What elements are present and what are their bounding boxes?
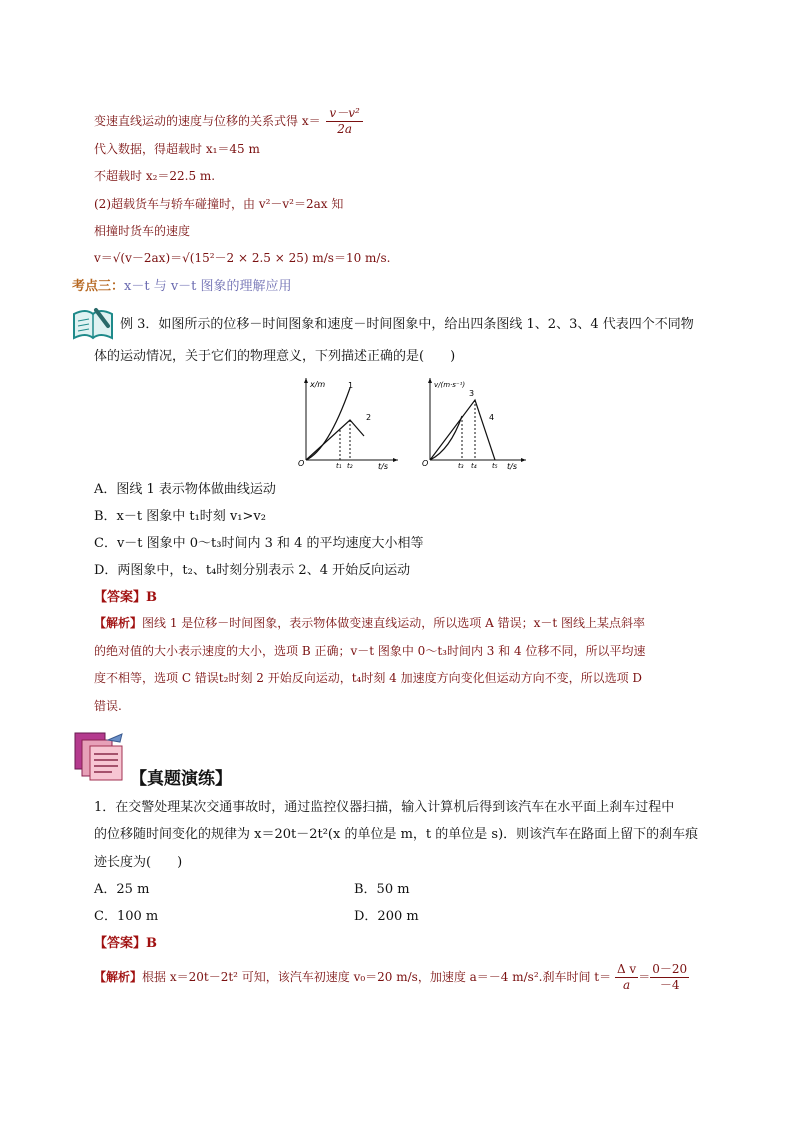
fraction bbox=[326, 106, 362, 137]
practice-header: 【真题演练】 bbox=[130, 769, 232, 789]
vt-t4-label: t₄ bbox=[471, 462, 477, 470]
section-heading bbox=[72, 275, 292, 294]
vt-line-3-label: 3 bbox=[469, 389, 475, 398]
section-prefix: 考点三： bbox=[72, 279, 125, 294]
example-analysis-line-2: 的绝对值的大小表示速度的大小，选项 B 正确；v－t 图象中 0～t₃时间内 3 和 4 位移不同，所以平均速 bbox=[94, 644, 646, 658]
derivation-line-3: 不超载时 x₂＝22.5 m. bbox=[94, 169, 216, 183]
practice-analysis-text: 根据 x＝20t－2t² 可知，该汽车初速度 v₀＝20 m/s，加速度 a＝－4 m/s².刹车时间 t＝ bbox=[142, 970, 612, 984]
fraction-dv-a bbox=[615, 962, 638, 993]
section-title: x－t 与 v－t 图象的理解应用 bbox=[124, 279, 292, 294]
example-analysis-line-1 bbox=[94, 614, 645, 631]
equals-sign: ＝ bbox=[638, 970, 651, 984]
practice-q1-line-1: 1．在交警处理某次交通事故时，通过监控仪器扫描，输入计算机后得到该汽车在水平面上刹车过程中 bbox=[94, 800, 675, 815]
fraction-values bbox=[650, 962, 689, 993]
practice-option-c: C．100 m bbox=[94, 909, 159, 924]
xt-line-2-label: 2 bbox=[366, 413, 372, 422]
vt-t3-label: t₃ bbox=[458, 462, 464, 470]
practice-answer: 【答案】B bbox=[94, 936, 157, 951]
option-c: C．v－t 图象中 0～t₃时间内 3 和 4 的平均速度大小相等 bbox=[94, 536, 424, 551]
xt-y-arrow bbox=[304, 378, 308, 383]
example-analysis-line-4: 错误. bbox=[94, 699, 122, 713]
option-b: B．x－t 图象中 t₁时刻 v₁>v₂ bbox=[94, 509, 266, 524]
vt-y-label: v/(m·s⁻¹) bbox=[434, 381, 466, 389]
derivation-line-4: (2)超载货车与轿车碰撞时，由 v²－v²＝2ax 知 bbox=[94, 197, 344, 211]
xt-line-1-label: 1 bbox=[348, 381, 354, 390]
derivation-line-2: 代入数据，得超载时 x₁＝45 m bbox=[94, 142, 260, 156]
practice-analysis bbox=[94, 962, 689, 993]
example-question-line-1: 例 3．如图所示的位移－时间图象和速度－时间图象中，给出四条图线 1、2、3、4 代表四个不同物 bbox=[120, 317, 694, 332]
vt-line-4-label: 4 bbox=[489, 413, 495, 422]
derivation-line-1 bbox=[94, 106, 363, 137]
xt-x-arrow bbox=[393, 458, 398, 462]
option-d: D．两图象中，t₂、t₄时刻分别表示 2、4 开始反向运动 bbox=[94, 563, 411, 578]
xt-y-label: x/m bbox=[310, 380, 326, 389]
practice-q1-line-3: 迹长度为( ) bbox=[94, 855, 183, 870]
derivation-line-5: 相撞时货车的速度 bbox=[94, 224, 191, 238]
practice-analysis-label: 【解析】 bbox=[94, 970, 143, 984]
xt-curve-1 bbox=[306, 388, 350, 460]
example-question-line-2: 体的运动情况，关于它们的物理意义，下列描述正确的是( ) bbox=[94, 349, 456, 364]
option-a: A．图线 1 表示物体做曲线运动 bbox=[94, 482, 276, 497]
practice-option-a: A．25 m bbox=[94, 882, 150, 897]
xt-t1-label: t₁ bbox=[336, 462, 342, 470]
derivation-text: 变速直线运动的速度与位移的关系式得 x＝ bbox=[94, 114, 321, 128]
xt-graph bbox=[292, 374, 402, 470]
xt-x-label: t/s bbox=[378, 462, 388, 470]
fraction-numerator: Δ v bbox=[616, 962, 637, 976]
fraction-denominator: －4 bbox=[659, 978, 680, 992]
fraction-numerator: 0－20 bbox=[652, 962, 688, 976]
vt-x-label: t/s bbox=[507, 462, 517, 470]
fraction-numerator: v－v² bbox=[326, 106, 362, 122]
example-analysis-line-3: 度不相等，选项 C 错误t₂时刻 2 开始反向运动，t₄时刻 4 加速度方向变化但运动方向不变，所以选项 D bbox=[94, 671, 643, 685]
vt-graph bbox=[416, 374, 530, 470]
notebook-pen-icon bbox=[70, 304, 116, 344]
xt-origin: O bbox=[298, 459, 305, 468]
practice-option-b: B．50 m bbox=[354, 882, 410, 897]
vt-origin: O bbox=[422, 459, 429, 468]
example-answer: 【答案】B bbox=[94, 590, 157, 605]
practice-option-d: D．200 m bbox=[354, 909, 419, 924]
vt-t5-label: t₅ bbox=[492, 462, 498, 470]
vt-y-arrow bbox=[428, 378, 432, 383]
practice-book-icon bbox=[72, 730, 130, 782]
derivation-line-6: v＝√(v－2ax)＝√(15²－2 × 2.5 × 25) m/s＝10 m/s. bbox=[94, 251, 391, 265]
xt-t2-label: t₂ bbox=[347, 462, 353, 470]
vt-x-arrow bbox=[521, 458, 526, 462]
analysis-label: 【解析】 bbox=[94, 616, 143, 630]
fraction-denominator: a bbox=[622, 978, 631, 992]
analysis-text: 图线 1 是位移－时间图象，表示物体做变速直线运动，所以选项 A 错误；x－t 图线上某点斜率 bbox=[142, 616, 645, 630]
fraction-denominator: 2a bbox=[337, 122, 352, 136]
practice-q1-line-2: 的位移随时间变化的规律为 x＝20t－2t²(x 的单位是 m，t 的单位是 s)．则该汽车在路面上留下的刹车痕 bbox=[94, 827, 699, 842]
